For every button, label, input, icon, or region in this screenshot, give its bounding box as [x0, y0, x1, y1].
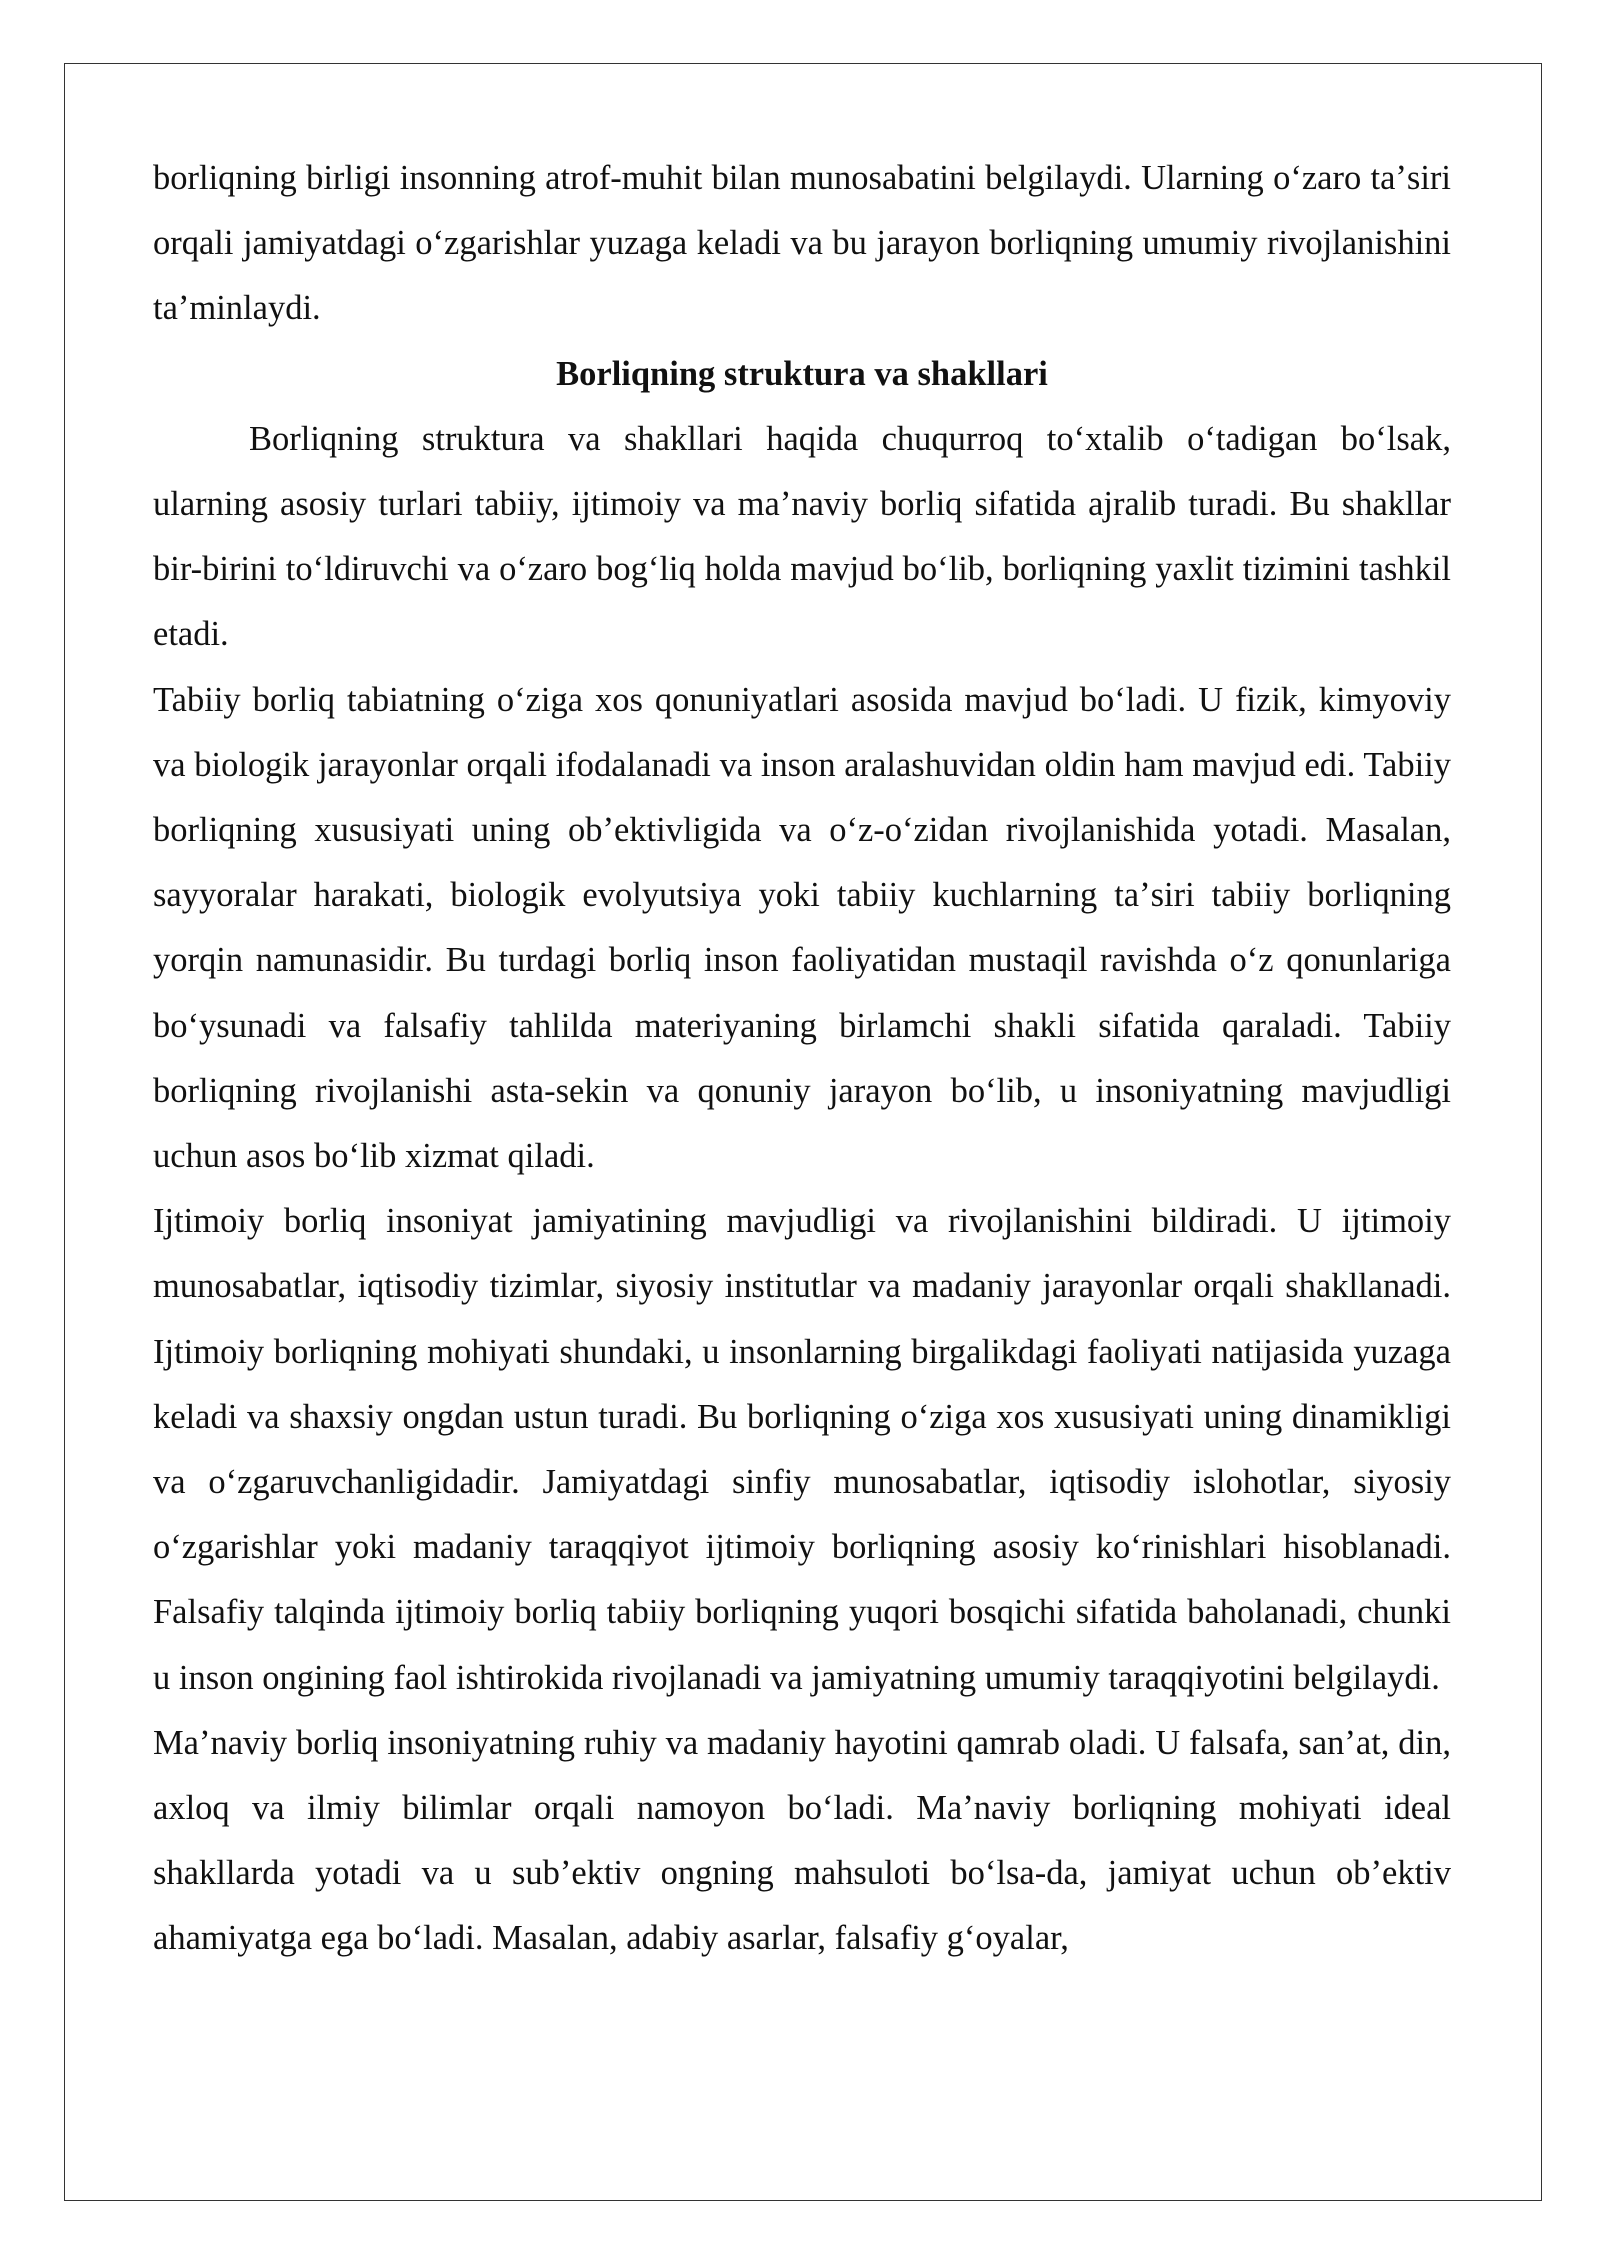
- paragraph-natural-being: Tabiiy borliq tabiatning oʻziga xos qonuniyatlari asosida mavjud boʻladi. U fizik, kimyoviy va biologik jarayonlar orqali ifodalanadi va inson aralashuvidan oldin ham mavjud edi. Tabiiy borliqning xususiyati uning obʼektivligida va oʻz-oʻzidan rivojlanishida yotadi. Masalan, sayyoralar harakati, biologik evolyutsiya yoki tabiiy kuchlarning taʼsiri tabiiy borliqning yorqin namunasidir. Bu turdagi borliq inson faoliyatidan mustaqil ravishda oʻz qonunlariga boʻysunadi va falsafiy tahlilda materiyaning birlamchi shakli sifatida qaraladi. Tabiiy borliqning rivojlanishi asta-sekin va qonuniy jarayon boʻlib, u insoniyatning mavjudligi uchun asos boʻlib xizmat qiladi.: [153, 680, 1451, 1176]
- paragraph-continuation: borliqning birligi insonning atrof-muhit bilan munosabatini belgilaydi. Ularning oʻzaro taʼsiri orqali jamiyatdagi oʻzgarishlar yuzaga keladi va bu jarayon borliqning umumiy rivojlanishini taʼminlaydi.: [153, 159, 1451, 328]
- document-body: [153, 146, 1451, 1972]
- paragraph-spiritual-being: Maʼnaviy borliq insoniyatning ruhiy va madaniy hayotini qamrab oladi. U falsafa, sanʼat, din, axloq va ilmiy bilimlar orqali namoyon boʻladi. Maʼnaviy borliqning mohiyati ideal shakllarda yotadi va u subʼektiv ongning mahsuloti boʻlsa-da, jamiyat uchun obʼektiv ahamiyatga ega boʻladi. Masalan, adabiy asarlar, falsafiy gʻoyalar,: [153, 1723, 1451, 1958]
- paragraph-intro: Borliqning struktura va shakllari haqida chuqurroq toʻxtalib oʻtadigan boʻlsak, ularning asosiy turlari tabiiy, ijtimoiy va maʼnaviy borliq sifatida ajralib turadi. Bu shakllar bir-birini toʻldiruvchi va oʻzaro bogʻliq holda mavjud boʻlib, borliqning yaxlit tizimini tashkil etadi.: [153, 419, 1451, 654]
- paragraph-social-being: Ijtimoiy borliq insoniyat jamiyatining mavjudligi va rivojlanishini bildiradi. U ijtimoiy munosabatlar, iqtisodiy tizimlar, siyosiy institutlar va madaniy jarayonlar orqali shakllanadi. Ijtimoiy borliqning mohiyati shundaki, u insonlarning birgalikdagi faoliyati natijasida yuzaga keladi va shaxsiy ongdan ustun turadi. Bu borliqning oʻziga xos xususiyati uning dinamikligi va oʻzgaruvchanligidadir. Jamiyatdagi sinfiy munosabatlar, iqtisodiy islohotlar, siyosiy oʻzgarishlar yoki madaniy taraqqiyot ijtimoiy borliqning asosiy koʻrinishlari hisoblanadi. Falsafiy talqinda ijtimoiy borliq tabiiy borliqning yuqori bosqichi sifatida baholanadi, chunki u inson ongining faol ishtirokida rivojlanadi va jamiyatning umumiy taraqqiyotini belgilaydi.: [153, 1202, 1451, 1697]
- section-heading: Borliqning struktura va shakllari: [556, 354, 1048, 393]
